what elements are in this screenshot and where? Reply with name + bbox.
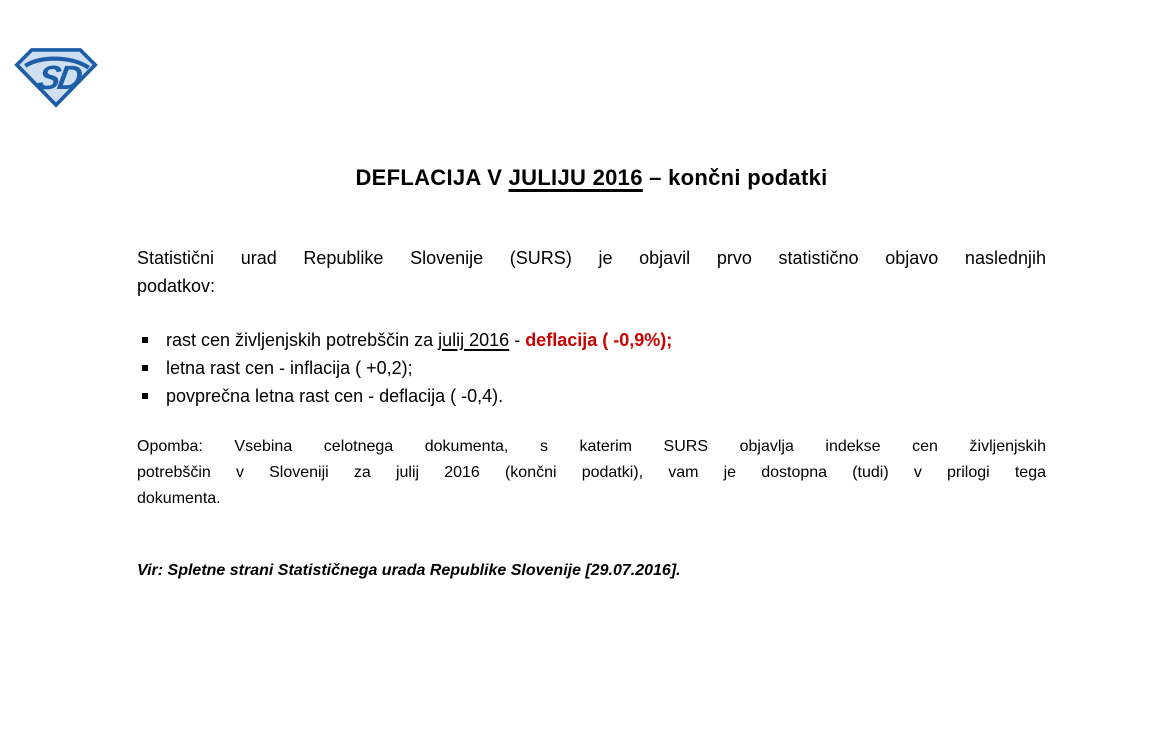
title-prefix: DEFLACIJA V: [355, 165, 509, 190]
bullet-square-icon: [142, 393, 148, 399]
bullet1-pre: rast cen življenjskih potrebščin za: [166, 330, 439, 350]
note-line-1: Opomba: Vsebina celotnega dokumenta, s katerim SURS objavlja indekse cen življenjskih: [137, 438, 1046, 455]
intro-line-1: Statistični urad Republike Slovenije (SURS) je objavil prvo statistično objavo naslednjih: [137, 248, 1046, 268]
note-line-2: potrebščin v Sloveniji za julij 2016 (končni podatki), vam je dostopna (tudi) v prilogi tega: [137, 464, 1046, 481]
bullet-square-icon: [142, 337, 148, 343]
bullet-item-avg-annual: [137, 382, 1046, 410]
bullet1-separator: -: [509, 330, 526, 350]
title-suffix: – končni podatki: [642, 165, 828, 190]
note-line-3: dokumenta.: [137, 490, 221, 507]
bullet-item-cpi-july: [137, 326, 1046, 354]
bullet-list: [137, 326, 1046, 410]
bullet2-text: letna rast cen - inflacija ( +0,2);: [166, 358, 413, 378]
bullet-square-icon: [142, 365, 148, 371]
note-paragraph: [137, 434, 1046, 512]
title-underlined-month: JULIJU 2016: [508, 165, 643, 190]
document-title: [137, 164, 1046, 192]
sd-diamond-logo-icon: [14, 46, 98, 108]
intro-line-2: podatkov:: [137, 276, 216, 296]
bullet1-deflation-value: deflacija ( -0,9%);: [525, 330, 673, 350]
bullet1-underlined-date: julij 2016: [438, 330, 510, 350]
logo-letters: SD: [34, 59, 83, 98]
intro-paragraph: [137, 244, 1046, 300]
bullet3-text: povprečna letna rast cen - deflacija ( -0,4).: [166, 386, 504, 406]
source-citation: Vir: Spletne strani Statističnega urada Republike Slovenije [29.07.2016].: [137, 562, 681, 579]
bullet-item-annual-inflation: [137, 354, 1046, 382]
